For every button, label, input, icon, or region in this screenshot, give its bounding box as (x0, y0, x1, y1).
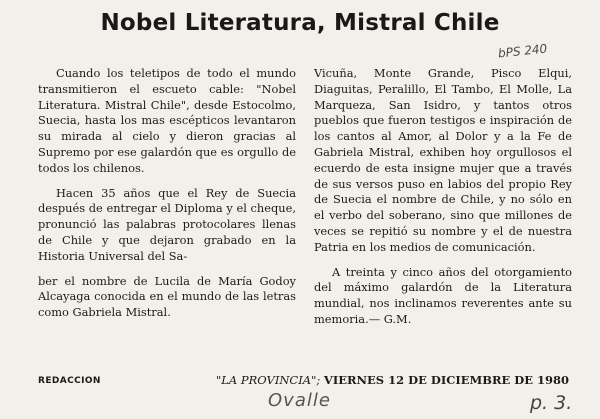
section-label: REDACCION (38, 376, 101, 386)
left-column (38, 66, 296, 330)
paragraph-3: ber el nombre de Lucila de María Godoy Alcayaga conocida en el mundo de las letras como Gabriela Mistral. (38, 273, 296, 320)
handwritten-city: Ovalle (268, 390, 331, 411)
source-line (216, 373, 596, 387)
right-column (314, 66, 572, 337)
newspaper-name: "LA PROVINCIA"; (216, 373, 321, 387)
handwritten-page-ref: p. 3. (530, 392, 573, 414)
paragraph-4: Vicuña, Monte Grande, Pisco Elqui, Diaguitas, Peralillo, El Tambo, El Molle, La Marqueza, San Isidro, y tantos otros pueblos que fueron testigos e inspiración de los cantos al Amor, al Dolor y a la Fe de Gabriela Mistral, exhiben hoy orgullosos el ecuerdo de esta insigne mujer que a través de sus versos puso en labios del propio Rey de Suecia el nombre de Chile, y no sólo en el verbo del soberano, sino que millones de veces se repitió su nombre y el de nuestra Patria en los medios de comunicación. (314, 66, 572, 254)
paragraph-5: A treinta y cinco años del otorgamiento del máximo galardón de la Literatura mundial, nos inclinamos reverentes ante su memoria.— G.M. (314, 264, 572, 326)
publication-date: VIERNES 12 DE DICIEMBRE DE 1980 (323, 373, 570, 387)
headline: Nobel Literatura, Mistral Chile (100, 10, 500, 36)
paragraph-1: Cuando los teletipos de todo el mundo transmitieron el escueto cable: "Nobel Literatura. Mistral Chile", desde Estocolmo, Suecia, hasta los mas escépticos levantaron su mirada al cielo y dieron gracias al Supremo por ese galardón que es orgullo de todos los chilenos. (38, 66, 296, 175)
handwritten-catalog-code: bPS 240 (497, 41, 548, 61)
paragraph-2: Hacen 35 años que el Rey de Suecia después de entregar el Diploma y el cheque, pronunció las palabras protocolares llenas de Chile y que dejaron grabado en la Historia Universal del Sa- (38, 185, 296, 263)
